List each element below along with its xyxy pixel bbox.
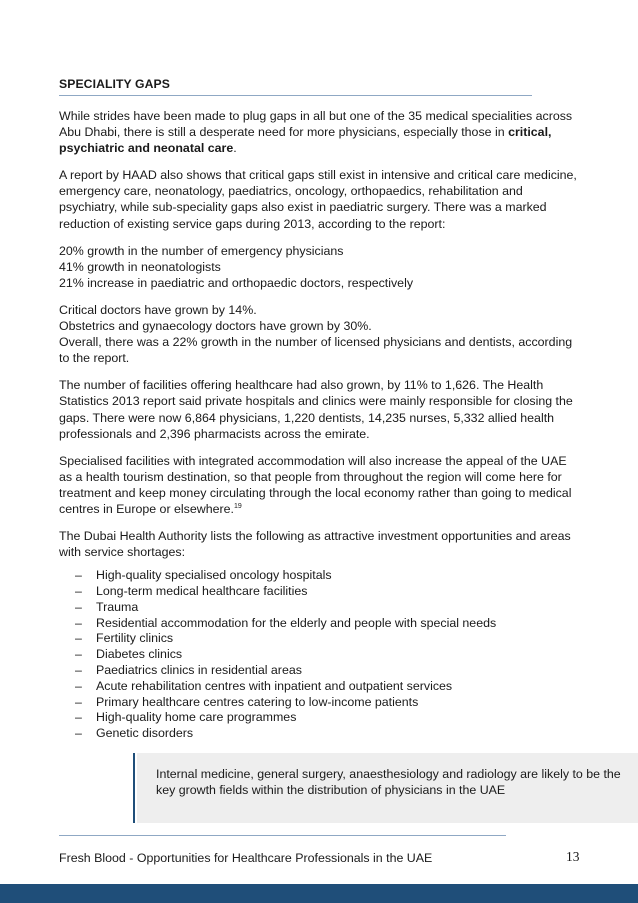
bottom-band [0,884,638,903]
list-item-text: High-quality specialised oncology hospitals [96,568,332,583]
list-item-text: Fertility clinics [96,631,174,646]
heading-rule [59,95,532,96]
dash-bullet: – [75,663,82,678]
stat-line: 20% growth in the number of emergency physicians [59,243,344,258]
list-item-text: Paediatrics clinics in residential areas [96,663,302,678]
list-item [59,584,579,600]
list-item-text: Trauma [96,599,139,614]
stat-line: 21% increase in paediatric and orthopaedic doctors, respectively [59,275,414,290]
stats-block-1 [59,243,579,291]
dash-bullet: – [75,568,82,583]
list-item-text: Genetic disorders [96,726,194,741]
section-heading-block [59,77,579,91]
paragraph-facilities: The number of facilities offering healthcare had also grown, by 11% to 1,626. The Health Statistics 2013 report said private hospitals and clinics were mainly responsible for closing the gaps. There were now 6,864 physicians, 1,220 dentists, 14,235 nurses, 5,332 allied health professionals and 2,396 pharmacists across the emirate. [59,378,573,441]
list-item-text: Diabetes clinics [96,647,183,662]
callout-accent-bar [133,753,135,823]
opportunities-list [59,568,579,742]
dash-bullet: – [75,599,82,614]
stat-line: Overall, there was a 22% growth in the number of licensed physicians and dentists, according to the report. [59,335,573,366]
callout-text: Internal medicine, general surgery, anaesthesiology and radiology are likely to be the key growth fields within the distribution of physicians in the UAE [156,767,621,798]
paragraph-health-tourism-text: Specialised facilities with integrated accommodation will also increase the appeal of the UAE as a health tourism destination, so that people from throughout the region will come here for treatment and keep money circulating through the local economy rather than going to medical centres in Europe or elsewhere. [59,453,572,516]
footnote-marker: 19 [233,502,242,510]
paragraph-intro [59,108,579,156]
list-item [59,568,579,584]
page-number: 13 [566,849,580,864]
list-item [59,695,579,711]
dash-bullet: – [75,647,82,662]
stat-line: Critical doctors have grown by 14%. [59,302,257,317]
dash-bullet: – [75,631,82,646]
list-item [59,600,579,616]
footer-title: Fresh Blood - Opportunities for Healthcare Professionals in the UAE [59,851,433,865]
callout-box [137,753,638,823]
paragraph-intro-text: While strides have been made to plug gaps in all but one of the 35 medical specialities across Abu Dhabi, there is still a desperate need for more physicians, especially those in [59,109,573,140]
article-body [59,108,579,742]
stats-block-2 [59,302,579,366]
list-item-text: Long-term medical healthcare facilities [96,584,308,599]
paragraph-intro-end: . [233,141,237,156]
dash-bullet: – [75,584,82,599]
paragraph-intro-bold: critical, psychiatric and neonatal care [59,125,552,156]
list-item [59,710,579,726]
footer-rule [59,835,506,836]
list-item-text: Acute rehabilitation centres with inpatient and outpatient services [96,678,453,693]
list-item [59,616,579,632]
stat-line: 41% growth in neonatologists [59,259,221,274]
list-item [59,679,579,695]
list-item [59,631,579,647]
list-item-text: High-quality home care programmes [96,710,297,725]
paragraph-haad-report: A report by HAAD also shows that critical gaps still exist in intensive and critical care medicine, emergency care, neonatology, paediatrics, oncology, orthopaedics, rehabilitation and psychiatry, while sub-speciality gaps also exist in paediatric surgery. There was a marked reduction of existing service gaps during 2013, according to the report: [59,168,577,231]
stat-line: Obstetrics and gynaecology doctors have grown by 30%. [59,319,372,334]
dash-bullet: – [75,694,82,709]
dash-bullet: – [75,678,82,693]
list-item [59,647,579,663]
list-item-text: Primary healthcare centres catering to low-income patients [96,694,419,709]
list-item [59,726,579,742]
paragraph-health-tourism [59,453,579,517]
dash-bullet: – [75,726,82,741]
list-item [59,663,579,679]
dash-bullet: – [75,615,82,630]
list-item-text: Residential accommodation for the elderly and people with special needs [96,615,497,630]
paragraph-dha: The Dubai Health Authority lists the following as attractive investment opportunities and areas with service shortages: [59,529,571,560]
dash-bullet: – [75,710,82,725]
section-heading: SPECIALITY GAPS [59,77,170,91]
